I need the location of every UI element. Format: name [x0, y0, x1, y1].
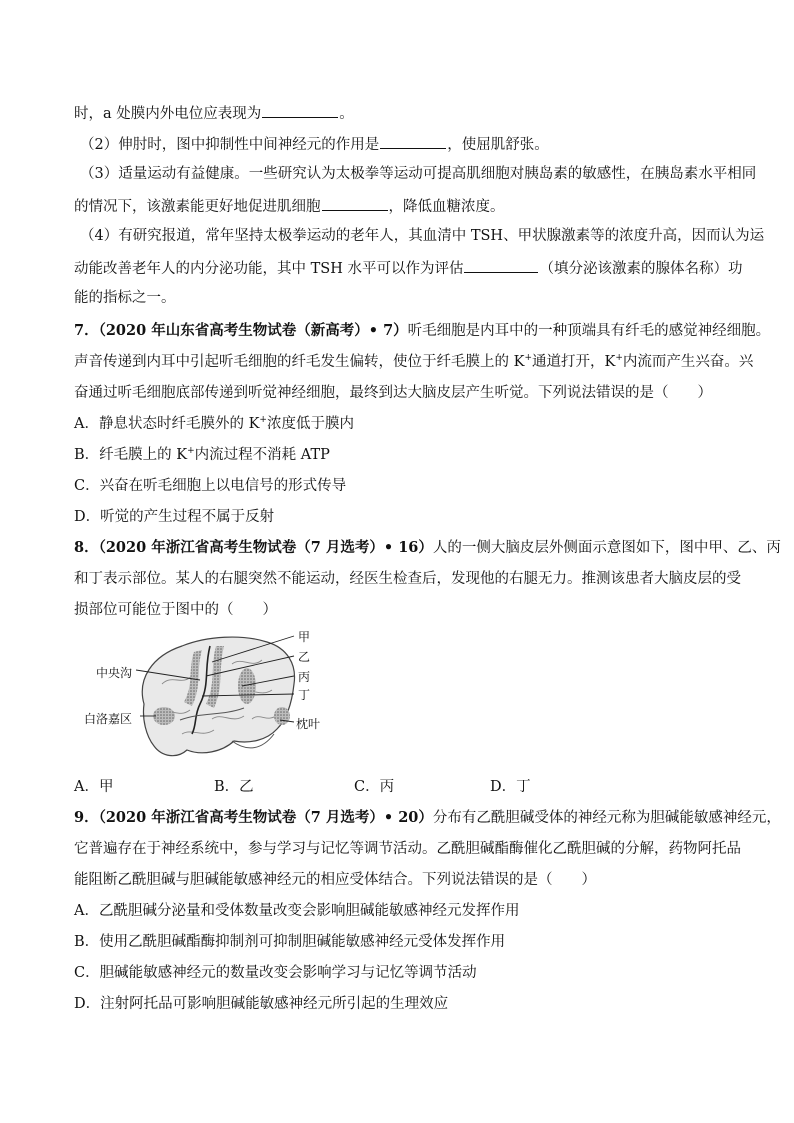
q9-stem-line-3: 能阻断乙酰胆碱与胆碱能敏感神经元的相应受体结合。下列说法错误的是（ ） [74, 872, 596, 888]
q8-stem-line-3: 损部位可能位于图中的（ ） [74, 602, 277, 618]
label-broca-area: 白洛嘉区 [84, 712, 133, 726]
q8-option-a[interactable]: A．甲 [74, 779, 114, 795]
q8-option-d[interactable]: D．丁 [490, 779, 531, 795]
q7-option-a[interactable]: A．静息状态时纤毛膜外的 K+浓度低于膜内 [74, 415, 354, 432]
brain-outline-image [82, 624, 352, 764]
q7-stem-line-1: 7．（2020 年山东省高考生物试卷（新高考）• 7）听毛细胞是内耳中的一种顶端具有纤毛的感觉神经细胞。 [74, 322, 771, 339]
question-source: （2020 年浙江省高考生物试卷（7 月选考）• 20） [98, 809, 433, 826]
q8-stem-line-2: 和丁表示部位。某人的右腿突然不能运动，经医生检查后，发现他的右腿无力。推测该患者大脑皮层的受 [74, 571, 741, 587]
question-number: 7． [74, 322, 99, 339]
q6-line-7: 能的指标之一。 [74, 290, 176, 306]
q6-line-2: （2）伸肘时，图中抑制性中间神经元的作用是 ，使屈肌舒张。 [80, 133, 549, 155]
q6-line-6: 动能改善老年人的内分泌功能，其中 TSH 水平可以作为评估 （填分泌该激素的腺体名称）功 [74, 257, 742, 279]
answer-blank[interactable] [380, 133, 446, 149]
question-source: （2020 年山东省高考生物试卷（新高考）• 7） [98, 322, 408, 339]
answer-blank[interactable] [322, 195, 388, 211]
question-number: 8． [74, 539, 99, 556]
q6-line-1: 时，a 处膜内外电位应表现为 。 [74, 102, 354, 124]
label-bing: 丙 [298, 670, 311, 684]
answer-blank[interactable] [464, 257, 538, 273]
q6-text: 时，a 处膜内外电位应表现为 [74, 106, 262, 122]
q9-option-b[interactable]: B．使用乙酰胆碱酯酶抑制剂可抑制胆碱能敏感神经元受体发挥作用 [74, 934, 506, 950]
answer-blank[interactable] [262, 102, 338, 118]
q7-option-c[interactable]: C．兴奋在听毛细胞上以电信号的形式传导 [74, 478, 347, 494]
q9-option-d[interactable]: D．注射阿托品可影响胆碱能敏感神经元所引起的生理效应 [74, 996, 449, 1012]
label-ding: 丁 [298, 688, 311, 702]
q9-stem-line-2: 它普遍存在于神经系统中，参与学习与记忆等调节活动。乙酰胆碱酯酶催化乙酰胆碱的分解，药物阿托品 [74, 841, 741, 857]
q8-stem-line-1: 8．（2020 年浙江省高考生物试卷（7 月选考）• 16）人的一侧大脑皮层外侧面示意图如下，图中甲、乙、丙 [74, 539, 781, 556]
q9-option-c[interactable]: C．胆碱能敏感神经元的数量改变会影响学习与记忆等调节活动 [74, 965, 477, 981]
label-central-sulcus: 中央沟 [96, 666, 133, 680]
label-yi: 乙 [298, 650, 311, 664]
q9-option-a[interactable]: A．乙酰胆碱分泌量和受体数量改变会影响胆碱能敏感神经元发挥作用 [74, 903, 520, 919]
label-occipital-lobe: 枕叶 [296, 717, 321, 731]
q6-line-3: （3）适量运动有益健康。一些研究认为太极拳等运动可提高肌细胞对胰岛素的敏感性，在胰岛素水平相同 [80, 166, 757, 182]
q7-option-b[interactable]: B．纤毛膜上的 K+内流过程不消耗 ATP [74, 446, 330, 463]
q6-line-4: 的情况下，该激素能更好地促进肌细胞 ，降低血糖浓度。 [74, 195, 505, 217]
q8-option-c[interactable]: C．丙 [354, 779, 395, 795]
q8-option-b[interactable]: B．乙 [214, 779, 254, 795]
question-number: 9． [74, 809, 99, 826]
q7-stem-line-2: 声音传递到内耳中引起听毛细胞的纤毛发生偏转，使位于纤毛膜上的 K+通道打开，K+内流而产生兴奋。兴 [74, 353, 754, 370]
q7-option-d[interactable]: D．听觉的产生过程不属于反射 [74, 509, 275, 525]
q7-stem-line-3: 奋通过听毛细胞底部传递到听觉神经细胞，最终到达大脑皮层产生听觉。下列说法错误的是（ ） [74, 385, 712, 401]
q6-line-5: （4）有研究报道，常年坚持太极拳运动的老年人，其血清中 TSH、甲状腺激素等的浓度升高，因而认为运 [80, 228, 765, 244]
label-jia: 甲 [298, 630, 311, 644]
question-source: （2020 年浙江省高考生物试卷（7 月选考）• 16） [98, 539, 433, 556]
q9-stem-line-1: 9．（2020 年浙江省高考生物试卷（7 月选考）• 20）分布有乙酰胆碱受体的神经元称为胆碱能敏感神经元， [74, 809, 781, 826]
brain-diagram [82, 624, 352, 764]
